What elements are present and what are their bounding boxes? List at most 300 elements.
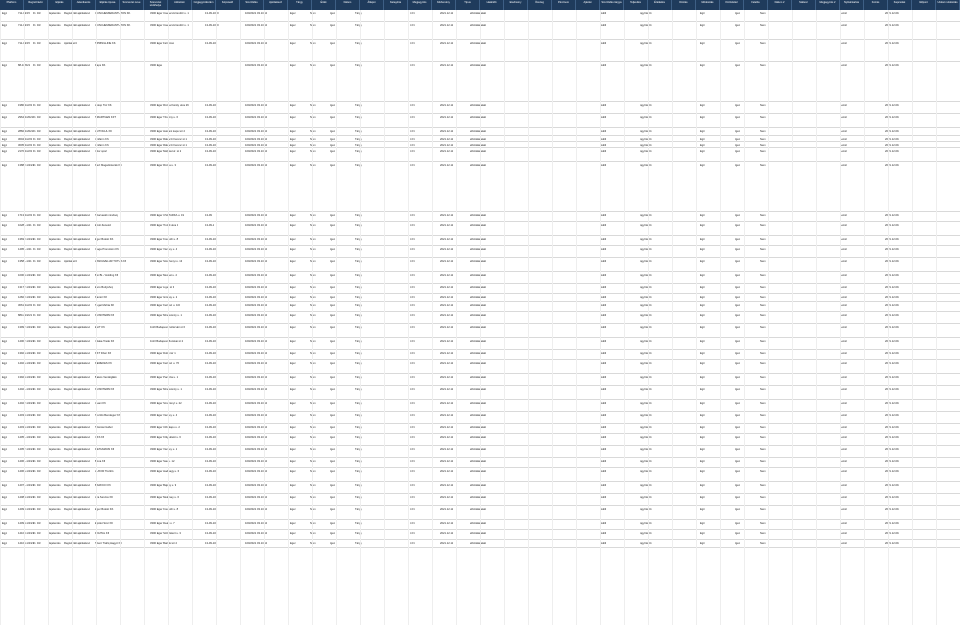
table-cell: Tárgy [355,304,362,307]
table-cell: 14109-1/2/21 [18,542,34,545]
table-cell: Bejelentés [48,484,61,487]
table-cell: 100/2021 03.13.13 [245,496,268,499]
table-cell: 100/2021 03.13.13 [245,508,268,511]
table-cell: elbírálás alatt [470,150,486,153]
table-cell: Lezárt [840,296,848,299]
column-header[interactable]: Státusz [792,0,816,10]
table-cell: Lezárt [840,138,848,141]
table-cell: Bejelentés [48,248,61,251]
table-cell: Egyi [2,340,8,343]
table-cell: Nem [760,470,766,473]
column-header[interactable]: Eljárás típusa [96,0,120,10]
table-cell: 3300 Eger Széchenyi u. 13 [150,260,183,263]
table-cell: Tisztító Bendeguz Kft [95,414,121,417]
table-cell: Egri [700,436,705,439]
table-cell: Nem [760,144,766,147]
column-gridline [72,10,73,625]
table-cell: Igen [330,532,336,535]
table-cell: ügyintéző [640,286,652,289]
table-cell: Bejelentés [48,496,61,499]
table-cell: 2021.12.09. [885,484,900,487]
table-cell: Tárgy [355,296,362,299]
column-header[interactable]: Összeg [528,0,552,10]
table-cell: Egri [700,104,705,107]
table-cell: 100/2021 03.13.13 [245,326,268,329]
table-cell: 3300 Eger Felnémet [150,42,175,45]
table-cell: Egri [700,426,705,429]
column-header[interactable]: Képviselő [216,0,240,10]
table-cell: Nem [310,296,316,299]
column-header[interactable]: Kategória [384,0,408,10]
table-cell: Jelölt [600,314,607,317]
table-cell: Igen [735,402,741,405]
table-cell: Nem [310,260,316,263]
table-cell: Nem [310,414,316,417]
table-cell: Igen [735,64,741,67]
table-cell: Igen [735,426,741,429]
table-cell: Jelölt [600,426,607,429]
column-header[interactable]: Nyilvántartás [840,0,864,10]
table-cell: elbírálás alatt [470,12,486,15]
table-cell: ügyintéző [640,414,652,417]
table-cell: Bejelentés [48,436,61,439]
table-cell: 4 Ft [410,138,415,141]
table-cell: ügyintéző [640,460,652,463]
table-cell: elbírálás alatt [470,214,486,217]
table-cell: 100/2021 03.13.13 [245,224,268,227]
column-header[interactable]: Platform [0,0,24,10]
table-cell: 2021.12.09. [885,388,900,391]
column-header[interactable]: Értékelés [648,0,672,10]
table-cell: 100/2021 03.13.13 [245,144,268,147]
table-cell: Jelölt [600,304,607,307]
table-cell: Paps Kft. [95,64,106,67]
table-cell: 2021.12.09. [885,104,900,107]
table-cell: 14099-1/2/21 [18,522,34,525]
table-cell: 2021.12.11 [440,470,454,473]
table-cell: ügyintéző [640,448,652,451]
column-header[interactable]: Közzététel [720,0,744,10]
table-cell: Jelölt [600,326,607,329]
table-cell: Regisztrált ajánlattevő [64,508,91,511]
table-cell: Jelölt [600,296,607,299]
table-cell: 13997-1/2/21 [18,326,34,329]
table-cell: Nem [760,448,766,451]
column-gridline [816,10,817,625]
column-header[interactable]: Szerződés [240,0,264,10]
table-cell: 100/2021 03.13.13 [245,542,268,545]
table-cell: Egyi [2,314,8,317]
table-cell: Eger [290,376,296,379]
table-cell: Egri [700,314,705,317]
table-cell: Ft. 04/ [33,150,41,153]
table-cell: elbírálás alatt [470,24,486,27]
table-cell: Igen [330,460,336,463]
table-cell: Egyi [2,42,8,45]
table-cell: Lezárt [840,448,848,451]
column-header[interactable]: Dátum [336,0,360,10]
table-cell: Bejelentés [48,144,61,147]
table-cell: Jelölt [600,260,607,263]
table-cell: 2021.12.11 [440,64,454,67]
table-cell: Bejelentés [48,326,61,329]
table-cell: Jelölt [600,532,607,535]
table-cell: Igen [735,42,741,45]
table-cell: 3300 Eger Dobó tér 1 [150,352,176,355]
table-cell: 2021.12.11 [440,484,454,487]
table-cell: Egyi [2,326,8,329]
column-header[interactable]: Döntés [672,0,696,10]
table-cell: Szénási Gábor [95,426,113,429]
table-cell: Regisztrált ajánlattevő [64,542,91,545]
table-cell: Nem [310,470,316,473]
table-cell: Nem [310,144,316,147]
table-cell: Egyi [2,64,8,67]
table-cell: Nem [310,388,316,391]
table-cell: Igen [735,340,741,343]
table-cell: 3300 Eger Liget út 3 [150,286,175,289]
table-cell: Egyi [2,130,8,133]
table-cell: 2882-1/2021 [18,130,34,133]
table-cell: elbírálás alatt [470,42,486,45]
column-gridline [24,10,25,625]
table-cell: Lezárt [840,376,848,379]
table-cell: Tárgy [355,542,362,545]
table-cell: Igen [330,296,336,299]
table-cell: 2021.12.11 [440,260,454,263]
table-cell: Bejelentés [48,296,61,299]
table-cell: Egyi [2,448,8,451]
column-header[interactable]: Ajánlat [576,0,600,10]
table-cell: Igen [330,238,336,241]
table-cell: ügyintéző [640,238,652,241]
table-cell: Tárgy [355,508,362,511]
table-cell: Tárgy [355,138,362,141]
table-cell: ügyintéző [640,484,652,487]
table-cell: 100/2021 03.13.13 [245,402,268,405]
table-cell: Eger [290,138,296,141]
table-cell: Jelölt [600,362,607,365]
table-cell: 2021.12.09. [885,24,900,27]
table-cell: 3300 Eger Bartók tér 2 [150,542,178,545]
table-cell: Eger [290,460,296,463]
column-header[interactable]: Kapcsolat [888,0,912,10]
table-cell: 3300 Eger Cifrakapu u. 2 [150,426,180,429]
column-header[interactable]: Állapot [360,0,384,10]
table-cell: Ft. 04/ [33,426,41,429]
table-cell: Egri [700,274,705,277]
table-cell: Nem [310,522,316,525]
column-gridline [528,10,529,625]
table-cell: 13882-1/2/21 [18,164,34,167]
column-header[interactable]: Felelős [744,0,768,10]
table-cell: 13-09-100 [205,414,218,417]
table-cell: 2021.12.09. [885,326,900,329]
table-cell: Bejelentés [48,470,61,473]
table-cell: 100/2021 03.13.13 [245,214,268,217]
table-cell: elbírálás alatt [470,130,486,133]
table-cell: 2021.12.09. [885,414,900,417]
table-cell: 13-09-100 [205,138,218,141]
table-cell: Jelölt [600,64,607,67]
table-cell: Ft. 04/ [33,436,41,439]
table-cell: Egri [700,340,705,343]
table-cell: Regisztrált ajánlattevő [64,484,91,487]
column-header[interactable]: Határidő [480,0,504,10]
table-cell: Nem [310,426,316,429]
table-cell: 13-09-100 [205,362,218,365]
table-cell: 2021.12.09. [885,116,900,119]
table-cell: 2021.12.11 [440,532,454,535]
table-cell: Igen [330,496,336,499]
table-cell: 13-09-100 [205,326,218,329]
table-cell: 2021.12.09. [885,362,900,365]
table-cell: Tárgy [355,436,362,439]
table-cell: elbírálás alatt [470,238,486,241]
table-cell: 2021.12.09. [885,496,900,499]
table-cell: 2021.12.09. [885,42,900,45]
table-cell: Tárgy [355,326,362,329]
column-gridline [864,10,865,625]
column-header[interactable]: Utolsó módosítás [936,0,960,10]
table-cell: elbírálás alatt [470,116,486,119]
table-cell: 13-09-100 [205,274,218,277]
table-cell: Egyi [2,460,8,463]
table-cell: Egyi [2,104,8,107]
table-cell: Lezárt [840,436,848,439]
column-header[interactable]: Típus [456,0,480,10]
table-cell: 100/2021 03.13.13 [245,130,268,133]
table-cell: elbírálás alatt [470,326,486,329]
column-header[interactable]: Időpont [912,0,936,10]
table-cell: Eger [290,224,296,227]
column-gridline [576,10,577,625]
column-gridline [624,10,625,625]
table-cell: Nem [760,130,766,133]
column-header[interactable]: Ajánlattevő [264,0,288,10]
table-cell: 2021.12.09. [885,470,900,473]
table-cell: 13-09-100 [205,42,218,45]
table-cell: Bejelentés [48,238,61,241]
column-header[interactable]: Eredmény [504,0,528,10]
table-cell: Szent Trafiq Hagyó Kft [95,542,122,545]
table-cell: Regisztrált ajánlattevő [64,340,91,343]
table-cell: Eger [290,24,296,27]
table-cell: ügyintéző [640,296,652,299]
column-header[interactable]: Regisztráció [24,0,48,10]
table-cell: Eger [290,260,296,263]
table-cell: Nem [760,42,766,45]
table-cell: Kezi Magazinkerék Kft. [95,164,123,167]
table-cell: 13-09-100 [205,460,218,463]
table-cell: Eger [290,470,296,473]
column-header[interactable]: Megjegyzés 2 [816,0,840,10]
column-header[interactable]: Forrás [864,0,888,10]
table-cell: 4 Ft [410,304,415,307]
table-cell: 2021.12.11 [440,296,454,299]
table-cell: Eger [290,64,296,67]
column-gridline [696,10,697,625]
table-cell: Nem [310,362,316,365]
table-cell: 4 Ft [410,130,415,133]
column-header[interactable]: Pénznem [552,0,576,10]
table-cell: Egyi [2,542,8,545]
table-cell: Bejelentés [48,304,61,307]
table-cell: Bejelentés [48,138,61,141]
column-gridline [240,10,241,625]
table-cell: Igen [735,496,741,499]
table-cell: Ft. 04/ [33,314,41,317]
table-cell: Ft. 04/ [33,260,41,263]
column-header[interactable]: Megjegyzés [408,0,432,10]
table-cell: Lezárt [840,460,848,463]
table-cell: 4 Ft [410,144,415,147]
table-cell: 2021.12.11 [440,352,454,355]
table-cell: Igen [735,138,741,141]
table-cell: Ajánlatkérő [64,42,78,45]
table-cell: 2021.12.11 [440,150,454,153]
table-cell: 3300 Eger Kertész u. 76 [150,362,179,365]
table-cell: ügyintéző [640,388,652,391]
table-cell: 100/2021 03.13.13 [245,436,268,439]
table-cell: Bejelentés [48,224,61,227]
table-cell: Nem [760,64,766,67]
table-cell: 100/2021 03.13.13 [245,532,268,535]
table-cell: Nem [310,164,316,167]
table-cell: Igen [735,522,741,525]
table-cell: 2021.12.11 [440,248,454,251]
table-cell: Bejelentés [48,522,61,525]
column-header[interactable]: Szerződés tárgya [600,0,624,10]
table-cell: 2021.12.09. [885,260,900,263]
table-cell: Jelölt [600,470,607,473]
table-cell: Egyi [2,150,8,153]
column-header[interactable]: Cégjegyzékszám [192,0,216,10]
column-header[interactable]: Érték [312,0,336,10]
table-cell: Ft. 04/ [33,144,41,147]
table-cell: LUXOR Tisztító [95,470,114,473]
table-cell: 711-09/15 [18,24,30,27]
table-cell: Ft. 04/ [33,164,41,167]
table-cell: Nem [760,414,766,417]
table-cell: Egri [700,130,705,133]
table-cell: Jelölt [600,414,607,417]
table-cell: elbírálás alatt [470,314,486,317]
column-header[interactable]: Eljárás [48,0,72,10]
table-cell: Lezárt [840,42,848,45]
table-cell: Lezárt [840,260,848,263]
table-cell: 13-09-1 [205,224,215,227]
table-cell: 4 Ft [410,164,415,167]
table-cell: Eger [290,340,296,343]
table-cell: elbírálás alatt [470,460,486,463]
table-cell: Tárgy [355,214,362,217]
table-cell: Nem [310,64,316,67]
table-cell: Jelölt [600,402,607,405]
column-header[interactable]: Adószám [168,0,192,10]
table-cell: Regisztrált ajánlattevő [64,532,91,535]
column-header[interactable]: Tárgy [288,0,312,10]
table-cell: elbírálás alatt [470,542,486,545]
table-cell: Nem [760,164,766,167]
column-gridline [552,10,553,625]
table-cell: 13-09-100 [205,508,218,511]
table-cell: 13-09-100 [205,314,218,317]
table-cell: Igen [330,388,336,391]
column-header[interactable]: Szervezet székhelye [144,0,168,10]
table-cell: Nem [760,238,766,241]
table-cell: 2021.12.09. [885,214,900,217]
table-cell: Ft. 04/ [33,376,41,379]
table-cell: 14027-1/2/21 [18,402,34,405]
table-cell: Bejelentés [48,352,61,355]
table-cell: Bejelentés [48,24,61,27]
column-header[interactable]: Dátum 2 [768,0,792,10]
column-header[interactable]: Jelentkezés [72,0,96,10]
table-cell: Igen [330,286,336,289]
table-cell: Ft. 04/ [33,286,41,289]
table-cell: elbírálás alatt [470,340,486,343]
table-cell: 2021.12.09. [885,238,900,241]
column-header[interactable]: Teljesítés [624,0,648,10]
table-cell: Jelölt [600,150,607,153]
table-cell: Unifarm Kft. [95,138,110,141]
table-cell: 3300 Eger Mekcsey u. 6 [150,496,179,499]
table-cell: Nem [310,402,316,405]
table-cell: Bejelentés [48,150,61,153]
table-cell: Eger [290,286,296,289]
table-cell: Nem [310,352,316,355]
table-cell: Ft. 04/ [33,470,41,473]
table-cell: 4 Ft [410,286,415,289]
table-cell: Igen [330,484,336,487]
column-gridline [120,10,121,625]
table-cell: Lezárt [840,144,848,147]
table-cell: Bejelentés [48,460,61,463]
table-cell: Nem [760,150,766,153]
table-cell: 4 Ft [410,484,415,487]
table-cell: Eger [290,214,296,217]
table-cell: 2021.12.11 [440,362,454,365]
table-cell: Jelölt [600,496,607,499]
column-header[interactable]: Szervezet neve [120,0,144,10]
table-cell: Nem [310,542,316,545]
table-cell: Egri [700,352,705,355]
table-cell: Regisztrált ajánlattevő [64,150,91,153]
column-header[interactable]: Közlemény [432,0,456,10]
table-cell: Igen [735,326,741,329]
table-cell: 2021.12.11 [440,238,454,241]
table-cell: Igen [735,248,741,251]
table-cell: Igen [735,542,741,545]
table-cell: Irvani Kft [95,402,106,405]
table-cell: Igen [330,248,336,251]
table-cell: Jelölt [600,286,607,289]
table-cell: 2021.12.09. [885,248,900,251]
table-cell: elbírálás alatt [470,522,486,525]
table-cell: Regisztrált ajánlattevő [64,314,91,317]
table-cell: 1119 Budapest Fehérvári út 6 [150,326,186,329]
table-cell: 13-09-100 [205,248,218,251]
table-cell: Nem [760,532,766,535]
column-header[interactable]: Módosítás [696,0,720,10]
table-cell: ügyintéző [640,470,652,473]
table-cell: Tárgy [355,460,362,463]
table-cell: 2021.12.11 [440,224,454,227]
table-cell: ügyintéző [640,24,652,27]
table-cell: 4 Ft [410,238,415,241]
table-cell: Ft. 04/ [33,532,41,535]
